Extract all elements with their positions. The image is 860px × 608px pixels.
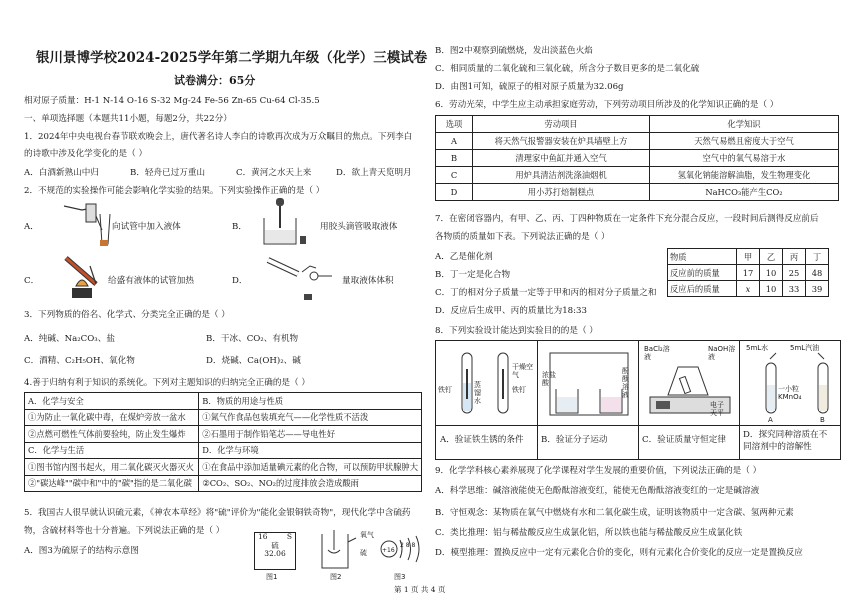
table-cell: 48: [806, 265, 829, 281]
table-row: [668, 265, 829, 281]
distilled-water-label: 蒸馏水: [474, 381, 481, 405]
fig3-caption: 图3: [394, 573, 406, 581]
table-cell: ①在食品中添加适量碘元素的化合物，可以预防甲状腺肿大: [199, 459, 422, 476]
table-cell: 用炉具清洁剂洗涤油烟机: [473, 167, 650, 184]
table-cell: A: [436, 133, 473, 150]
oxygen-label: 氧气: [360, 531, 374, 539]
kmno4-label: 一小粒KMnO₄: [778, 385, 802, 401]
q8-option-c: C．验证质量守恒定律: [642, 435, 726, 445]
atomic-mass: 32.06: [264, 549, 286, 558]
q7-stem-line2: 各物质的质量如下表。下列说法正确的是（ ）: [435, 232, 610, 242]
table-row: [436, 184, 839, 201]
table-cell: B: [436, 150, 473, 167]
q9-option-b: B．守恒观念：某物质在氧气中燃烧有水和二氧化碳生成，证明该物质中一定含碳、氢两种元素: [435, 508, 794, 518]
q7-option-d: D．反应后生成甲、丙的质量比为18:33: [435, 306, 587, 316]
iron-nail-label-2: 铁钉: [512, 386, 526, 394]
q1-option-d: D．欲上青天览明月: [336, 168, 412, 178]
table-row: [25, 475, 422, 492]
q9-option-c: C．类比推理：铝与稀盐酸反应生成氯化铝，所以铁也能与稀盐酸反应生成氯化铁: [435, 528, 743, 538]
table-cell: 反应后的质量: [668, 281, 737, 297]
nucleus-charge: +16: [382, 547, 395, 554]
q2-label-d: D．: [232, 276, 248, 286]
heat-tube-figure: [56, 252, 116, 302]
q2-a-caption: 向试管中加入液体: [112, 222, 181, 232]
q9-option-d: D．模型推理：置换反应中一定有元素化合价的变化，则有元素化合价变化的反应一定是置换反应: [435, 548, 803, 558]
q1-stem-line1: 1．2024年中央电视台春节联欢晚会上，唐代著名诗人李白的诗歌再次成为万众瞩目的焦点。下列李白: [24, 132, 413, 142]
q6-table: [435, 115, 839, 201]
q1-option-a: A．白酒新熟山中归: [24, 168, 99, 178]
phenolphthalein-label: 酚酞溶液: [622, 367, 629, 399]
table-cell: NaHCO₃能产生CO₂: [650, 184, 839, 201]
iron-nail-label: 铁钉: [438, 386, 452, 394]
q8-option-b: B．验证分子运动: [541, 435, 608, 445]
q5-option-c: C．相同质量的二氧化硫和三氧化硫，所含分子数目更多的是二氧化硫: [435, 64, 700, 74]
q7-option-b: B．丁一定是化合物: [435, 270, 511, 280]
q3-stem: 3．下列物质的俗名、化学式、分类完全正确的是（ ）: [24, 310, 230, 320]
column-header: 丙: [783, 249, 806, 265]
q5-stem-line1: 5．我国古人很早就认识硫元素，《神农本草经》将"硫"评价为"能化金银铜铁奇物"，现代化学中含硫药: [24, 508, 411, 518]
q1-stem-line2: 的诗歌中涉及化学变化的是（ ）: [24, 149, 148, 159]
table-cell: ②石墨用于制作铅笔芯——导电性好: [199, 426, 422, 443]
measure-volume-figure: [256, 252, 338, 302]
table-cell: 17: [737, 265, 760, 281]
balance-label: 电子天平: [710, 401, 724, 417]
column-header: 物质: [668, 249, 737, 265]
table-cell: 将天然气报警器安装在炉具墙壁上方: [473, 133, 650, 150]
q4-stem: 4.善于归纳有利于知识的系统化。下列对主题知识的归纳完全正确的是（ ）: [24, 378, 310, 388]
q3-option-a: A．纯碱、Na₂CO₃、盐: [24, 334, 115, 344]
table-cell: 用小苏打焙制糕点: [473, 184, 650, 201]
tube-a-label: A: [768, 416, 773, 424]
exam-score: 试卷满分：65分: [174, 74, 256, 87]
table-row: [436, 133, 839, 150]
page-number: 第 1 页 共 4 页: [394, 585, 446, 594]
table-cell: ①为防止一氧化碳中毒，在煤炉旁放一盆水: [25, 409, 199, 426]
table-row: [25, 426, 422, 443]
column-header: 劳动项目: [473, 116, 650, 133]
column-header: 甲: [737, 249, 760, 265]
q2-label-b: B．: [232, 222, 247, 232]
table-cell: ①氮气作食品包装填充气——化学性质不活泼: [199, 409, 422, 426]
dry-air-label: 干燥空气: [512, 363, 533, 379]
q2-label-a: A．: [24, 222, 39, 232]
table-row: [668, 281, 829, 297]
table-header-row: [436, 116, 839, 133]
table-cell: 33: [783, 281, 806, 297]
column-header: 化学知识: [650, 116, 839, 133]
table-cell: 25: [783, 265, 806, 281]
q3-option-c: C．酒精、C₂H₅OH、氧化物: [24, 356, 135, 366]
table-cell: 39: [806, 281, 829, 297]
table-cell: 清理家中鱼缸并通入空气: [473, 150, 650, 167]
atomic-number: 16: [258, 532, 268, 541]
table-row: [25, 442, 422, 459]
atomic-masses: 相对原子质量：H-1 N-14 O-16 S-32 Mg-24 Fe-56 Zn-65 Cu-64 Cl-35.5: [24, 96, 320, 106]
table-cell: x: [737, 281, 760, 297]
naoh-label: NaOH溶液: [708, 345, 736, 361]
table-cell: 空气中的氧气易溶于水: [650, 150, 839, 167]
table-cell: ①图书馆内图书起火，用二氧化碳灭火器灭火: [25, 459, 199, 476]
sulfur-label: 硫: [360, 549, 367, 557]
q8-experiments: [435, 340, 841, 460]
q2-label-c: C．: [24, 276, 40, 286]
q5-option-d: D．由图1可知，硫原子的相对原子质量为32.06g: [435, 82, 624, 92]
table-header-row: [668, 249, 829, 265]
q9-stem: 9．化学学科核心素养展现了化学课程对学生发展的重要价值，下列说法正确的是（ ）: [435, 466, 762, 476]
tube-b-label: B: [820, 416, 825, 424]
water-5ml-label: 5mL水: [746, 344, 769, 352]
dropper-figure: [256, 196, 311, 250]
table-cell: ②"碳达峰""碳中和"中的"碳"指的是二氧化碳: [25, 475, 199, 492]
element-symbol: S: [286, 532, 292, 541]
electron-shells: 2 8 8: [400, 542, 416, 549]
q1-option-b: B．轻舟已过万重山: [130, 168, 206, 178]
table-row: [25, 409, 422, 426]
q7-table: [667, 248, 829, 297]
table-row: [436, 150, 839, 167]
element-name: 硫: [271, 540, 279, 550]
q2-b-caption: 用胶头滴管吸取液体: [320, 222, 398, 232]
q3-option-b: B．干冰、CO₂、有机物: [206, 334, 299, 344]
gasoline-5ml-label: 5mL汽油: [790, 344, 820, 352]
table-cell: ②点燃可燃性气体前要验纯，防止发生爆炸: [25, 426, 199, 443]
table-row: [25, 393, 422, 410]
q3-option-d: D．烧碱、Ca(OH)₂、碱: [206, 356, 301, 366]
q8-option-a: A．验证铁生锈的条件: [440, 435, 524, 445]
bacl2-label: BaCl₂溶液: [644, 345, 670, 361]
sulfur-element-cell: [254, 532, 296, 570]
table-cell: C．化学与生活: [25, 442, 199, 459]
q5-option-a: A．图3为硫原子的结构示意图: [24, 546, 139, 556]
fig1-caption: 图1: [266, 573, 278, 581]
q2-c-caption: 给盛有液体的试管加热: [108, 276, 194, 286]
q9-option-a: A．科学思维：碱溶液能使无色酚酞溶液变红，能使无色酚酞溶液变红的一定是碱溶液: [435, 486, 760, 496]
q2-stem: 2．不规范的实验操作可能会影响化学实验的结果。下列实验操作正确的是（ ）: [24, 186, 325, 196]
table-cell: D．化学与环境: [199, 442, 422, 459]
q4-table: [24, 392, 422, 492]
sulfur-combustion-figure: [316, 528, 362, 572]
table-cell: C: [436, 167, 473, 184]
q6-stem: 6．劳动光荣，中学生应主动承担家庭劳动，下列劳动项目所涉及的化学知识正确的是（ ）: [435, 100, 779, 110]
table-cell: 氢氧化钠能溶解油脂，发生物理变化: [650, 167, 839, 184]
table-cell: D: [436, 184, 473, 201]
fig2-caption: 图2: [330, 573, 342, 581]
table-cell: 天然气易燃且密度大于空气: [650, 133, 839, 150]
table-cell: ②CO₂、SO₂、NO₂的过度排放会造成酸雨: [199, 475, 422, 492]
table-cell: 反应前的质量: [668, 265, 737, 281]
q2-d-caption: 量取液体体积: [342, 276, 394, 286]
q7-option-c: C．丁的相对分子质量一定等于甲和丙的相对分子质量之和: [435, 288, 657, 298]
column-header: 选项: [436, 116, 473, 133]
q8-option-d: D．探究同种溶质在不同溶剂中的溶解性: [743, 430, 828, 452]
table-row: [25, 459, 422, 476]
section-heading: 一、单项选择题（本题共11小题，每题2分，共22分）: [24, 114, 232, 124]
q5-stem-line2: 物，含硫材料等也十分普遍。下列说法正确的是（ ）: [24, 526, 225, 536]
table-cell: B．物质的用途与性质: [199, 393, 422, 410]
q1-option-c: C．黄河之水天上来: [236, 168, 312, 178]
table-cell: 10: [760, 281, 783, 297]
table-cell: 10: [760, 265, 783, 281]
column-header: 乙: [760, 249, 783, 265]
q7-option-a: A．乙是催化剂: [435, 252, 493, 262]
table-row: [436, 167, 839, 184]
q7-stem-line1: 7．在密闭容器内，有甲、乙、丙、丁四种物质在一定条件下充分混合反应，一段时间后测得反应前后: [435, 214, 819, 224]
q5-option-b: B．图2中观察到硫燃烧，发出淡蓝色火焰: [435, 46, 593, 56]
q8-stem: 8．下列实验设计能达到实验目的的是（ ）: [435, 326, 598, 336]
hcl-label: 浓盐酸: [542, 371, 556, 387]
column-header: 丁: [806, 249, 829, 265]
exam-title: 银川景博学校2024-2025学年第二学期九年级（化学）三模试卷: [36, 50, 428, 66]
table-cell: A．化学与安全: [25, 393, 199, 410]
